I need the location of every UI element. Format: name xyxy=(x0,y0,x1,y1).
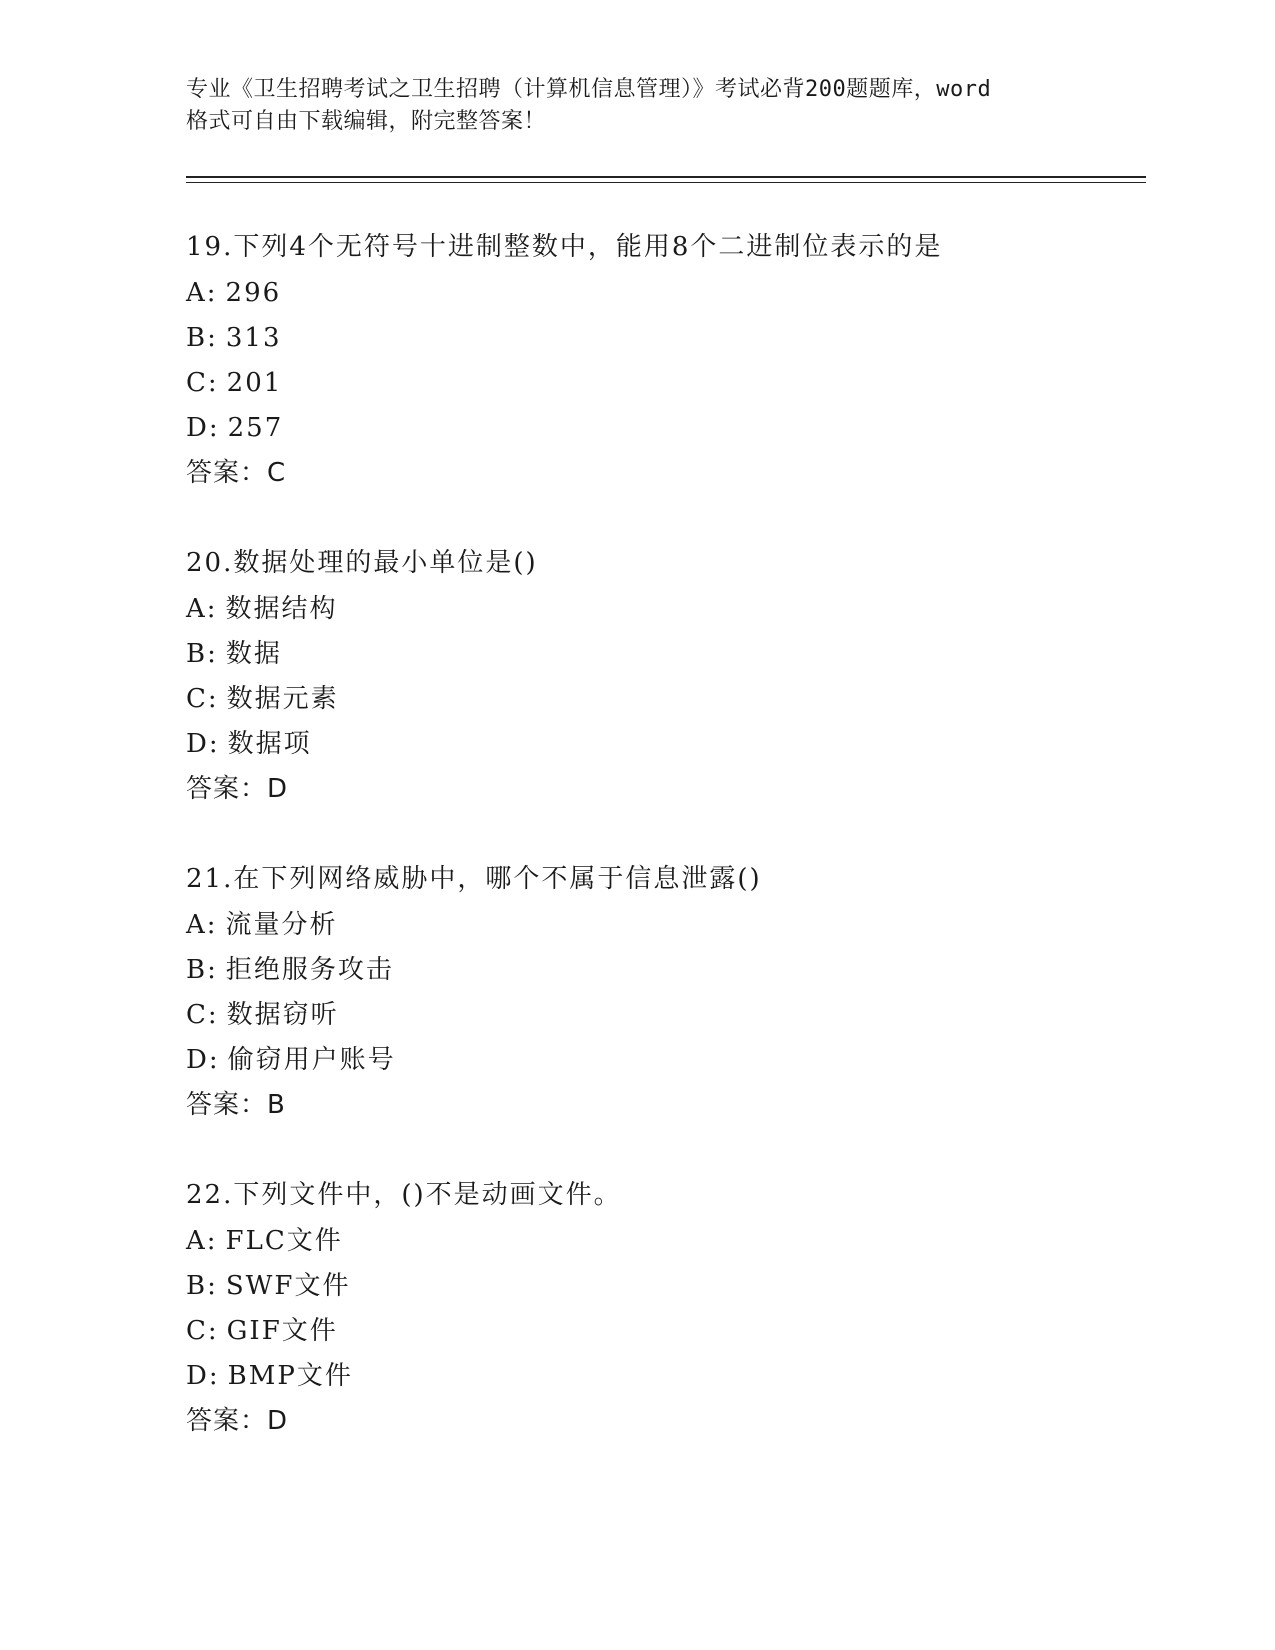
option-letter: B: xyxy=(186,323,218,353)
option-c xyxy=(186,368,1146,413)
header-divider-thin xyxy=(186,182,1146,183)
option-text: 数据 xyxy=(225,639,282,669)
answer-value: C xyxy=(267,458,287,488)
option-d xyxy=(186,1361,1146,1406)
option-letter: B: xyxy=(186,639,218,669)
option-text: 296 xyxy=(225,278,282,308)
option-text: 拒绝服务攻击 xyxy=(225,955,394,985)
option-letter: B: xyxy=(186,955,218,985)
option-text: 257 xyxy=(227,413,284,443)
document-header xyxy=(186,74,1086,138)
option-d xyxy=(186,729,1146,774)
option-letter: C: xyxy=(186,1316,219,1346)
answer-value: D xyxy=(267,774,289,804)
answer-line xyxy=(186,1406,1146,1436)
option-a xyxy=(186,910,1146,955)
option-text: 201 xyxy=(226,368,283,398)
option-letter: C: xyxy=(186,368,219,398)
answer-line xyxy=(186,1090,1146,1120)
option-letter: A: xyxy=(186,1226,218,1256)
option-b xyxy=(186,639,1146,684)
header-line-1: 专业《卫生招聘考试之卫生招聘（计算机信息管理）》考试必背200题题库，word xyxy=(186,77,992,102)
option-text: 数据窃听 xyxy=(226,1000,339,1030)
option-c xyxy=(186,1000,1146,1045)
option-text: SWF文件 xyxy=(225,1271,351,1301)
option-letter: A: xyxy=(186,278,218,308)
option-text: BMP文件 xyxy=(227,1361,353,1391)
option-d xyxy=(186,1045,1146,1090)
option-a xyxy=(186,278,1146,323)
question-title: 20.数据处理的最小单位是() xyxy=(186,548,538,578)
option-c xyxy=(186,1316,1146,1361)
option-text: 数据结构 xyxy=(225,594,338,624)
question-title: 21.在下列网络威胁中，哪个不属于信息泄露() xyxy=(186,864,762,894)
question-20 xyxy=(186,548,1146,804)
option-letter: D: xyxy=(186,729,220,759)
option-letter: A: xyxy=(186,910,218,940)
answer-prefix: 答案： xyxy=(186,774,268,804)
header-line-2: 格式可自由下载编辑，附完整答案！ xyxy=(186,109,547,134)
option-text: FLC文件 xyxy=(225,1226,343,1256)
option-text: 流量分析 xyxy=(225,910,338,940)
option-letter: B: xyxy=(186,1271,218,1301)
option-text: 偷窃用户账号 xyxy=(227,1045,396,1075)
option-letter: D: xyxy=(186,413,220,443)
option-d xyxy=(186,413,1146,458)
option-c xyxy=(186,684,1146,729)
question-19 xyxy=(186,232,1146,488)
header-divider-thick xyxy=(186,176,1146,178)
question-title: 22.下列文件中，()不是动画文件。 xyxy=(186,1180,622,1210)
answer-prefix: 答案： xyxy=(186,1090,268,1120)
option-b xyxy=(186,323,1146,368)
option-letter: C: xyxy=(186,1000,219,1030)
option-letter: D: xyxy=(186,1045,220,1075)
option-text: 数据项 xyxy=(227,729,312,759)
answer-prefix: 答案： xyxy=(186,458,268,488)
answer-line xyxy=(186,774,1146,804)
answer-value: D xyxy=(267,1406,289,1436)
option-letter: C: xyxy=(186,684,219,714)
option-text: GIF文件 xyxy=(226,1316,338,1346)
option-text: 313 xyxy=(225,323,282,353)
answer-value: B xyxy=(267,1090,286,1120)
answer-prefix: 答案： xyxy=(186,1406,268,1436)
option-b xyxy=(186,1271,1146,1316)
question-title: 19.下列4个无符号十进制整数中，能用8个二进制位表示的是 xyxy=(186,232,943,262)
option-letter: D: xyxy=(186,1361,220,1391)
option-a xyxy=(186,1226,1146,1271)
question-22 xyxy=(186,1180,1146,1436)
option-b xyxy=(186,955,1146,1000)
option-a xyxy=(186,594,1146,639)
answer-line xyxy=(186,458,1146,488)
option-letter: A: xyxy=(186,594,218,624)
option-text: 数据元素 xyxy=(226,684,339,714)
question-21 xyxy=(186,864,1146,1120)
